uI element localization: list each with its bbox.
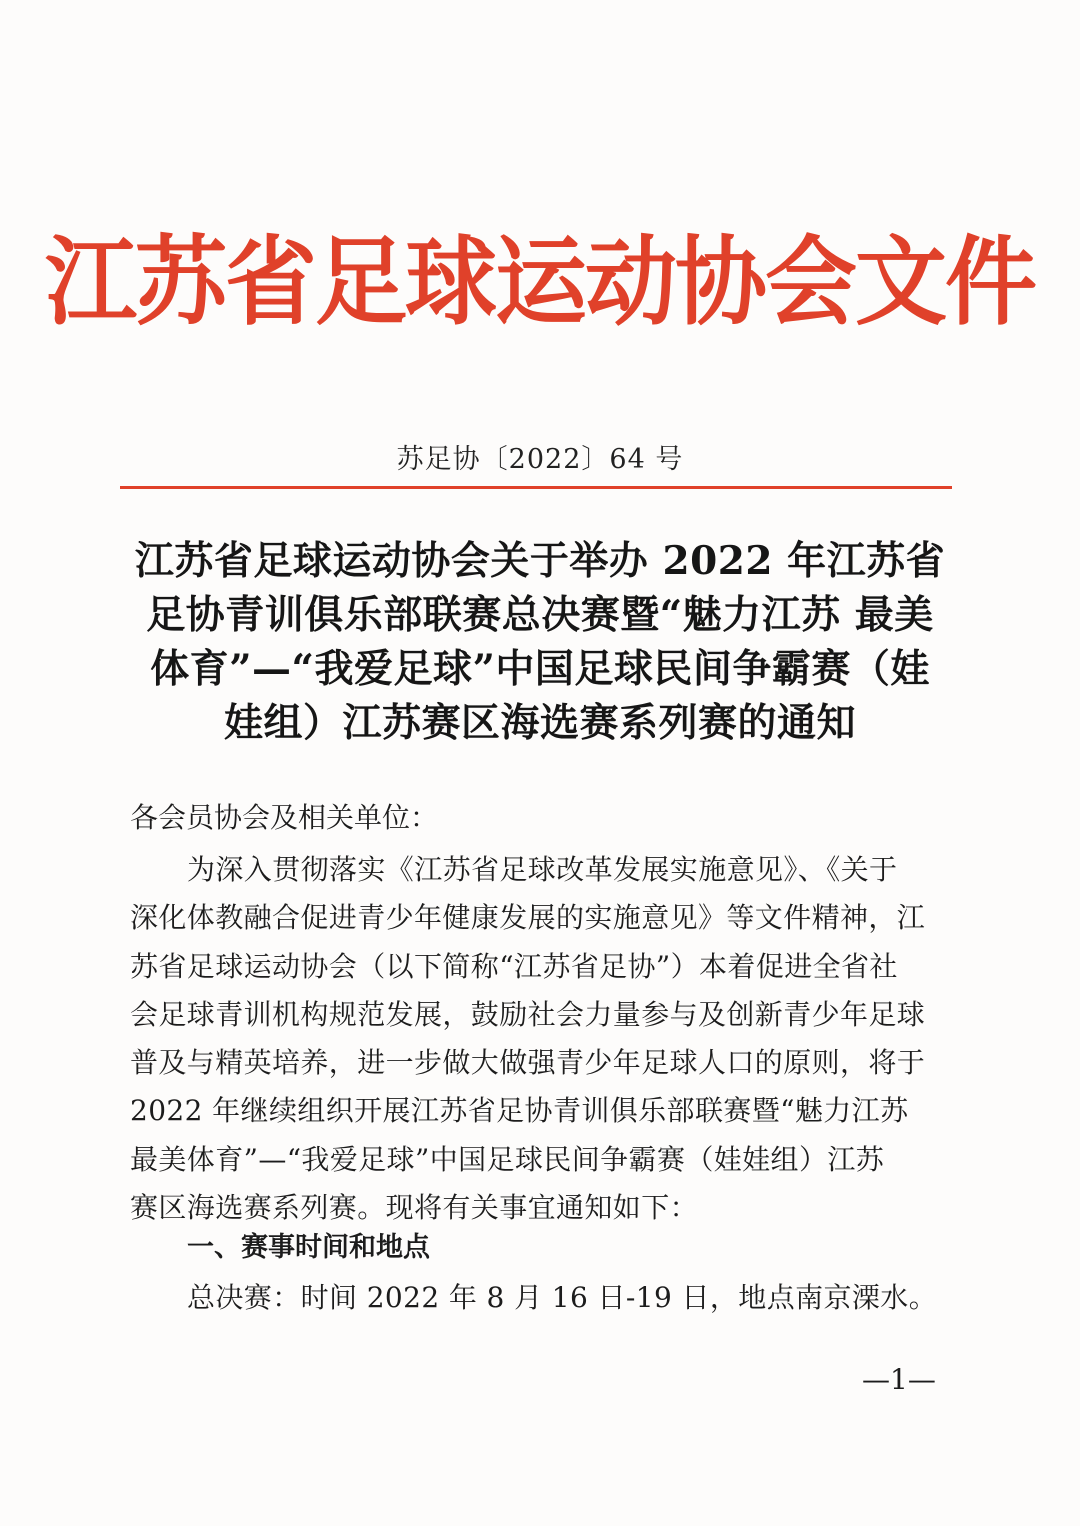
body-line: 2022 年继续组织开展江苏省足协青训俱乐部联赛暨“魅力江苏 <box>130 1094 909 1128</box>
page-number: —1— <box>862 1363 936 1396</box>
organization-header: 江苏省足球运动协会文件 <box>44 225 1035 339</box>
section-heading: 一、赛事时间和地点 <box>187 1232 430 1263</box>
document-number: 苏足协〔2022〕64 号 <box>396 444 684 475</box>
body-line: 深化体教融合促进青少年健康发展的实施意见》等文件精神，江 <box>130 901 926 935</box>
title-line: 体育”—“我爱足球”中国足球民间争霸赛（娃 <box>150 646 930 692</box>
title-line: 江苏省足球运动协会关于举办 2022 年江苏省 <box>134 538 946 584</box>
salutation: 各会员协会及相关单位： <box>130 801 439 834</box>
body-line: 苏省足球运动协会（以下简称“江苏省足协”）本着促进全省社 <box>130 949 898 983</box>
document-title <box>110 534 970 750</box>
body-paragraph <box>130 846 945 1232</box>
body-line: 最美体育”—“我爱足球”中国足球民间争霸赛（娃娃组）江苏 <box>130 1142 885 1176</box>
body-line: 赛区海选赛系列赛。现将有关事宜通知如下： <box>130 1191 699 1225</box>
schedule-line: 总决赛：时间 2022 年 8 月 16 日-19 日，地点南京溧水。 <box>187 1281 938 1314</box>
body-line: 为深入贯彻落实《江苏省足球改革发展实施意见》、《关于 <box>187 853 898 886</box>
title-line: 足协青训俱乐部联赛总决赛暨“魅力江苏 最美 <box>146 592 934 638</box>
red-divider-line <box>120 486 952 489</box>
body-line: 普及与精英培养，进一步做大做强青少年足球人口的原则，将于 <box>130 1046 926 1080</box>
title-line: 娃组）江苏赛区海选赛系列赛的通知 <box>223 700 856 746</box>
body-line: 会足球青训机构规范发展，鼓励社会力量参与及创新青少年足球 <box>130 997 926 1031</box>
